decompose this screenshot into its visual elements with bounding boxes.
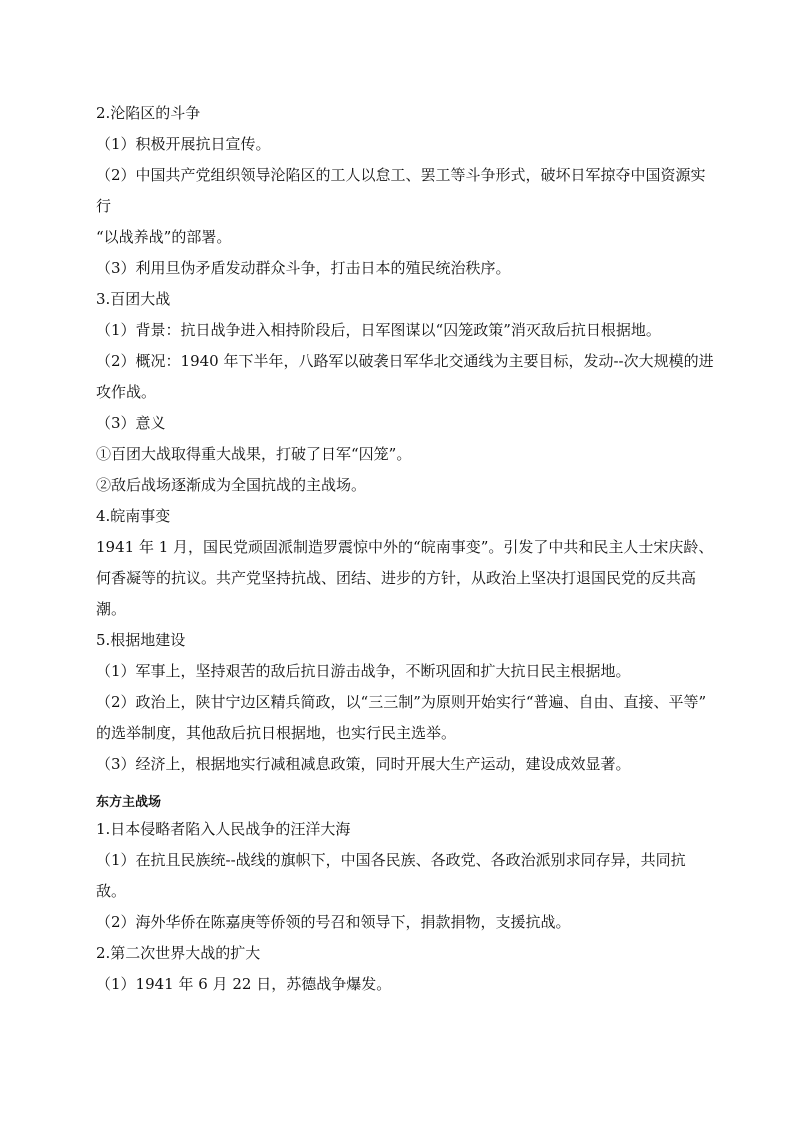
text-line: （3）经济上，根据地实行减租减息政策，同时开展大生产运动，建设成效显著。 <box>96 755 631 773</box>
text-line: （1）1941 年 6 月 22 日，苏德战争爆发。 <box>96 975 392 993</box>
text-line: 敌。 <box>96 882 127 900</box>
text-line: （1）背景：抗日战争进入相持阶段后，日军图谋以“囚笼政策”消灭敌后抗日根据地。 <box>96 321 661 339</box>
text-line: 的选举制度，其他敌后抗日根据地，也实行民主选举。 <box>96 724 457 742</box>
text-line: （3）利用旦伪矛盾发动群众斗争，打击日本的殖民统治秩序。 <box>96 259 511 277</box>
text-line: 何香凝等的抗议。共产党坚持抗战、团结、进步的方针，从政治上坚决打退国民党的反共高 <box>96 569 697 587</box>
text-line: ①百团大战取得重大战果，打破了日军“囚笼”。 <box>96 445 412 463</box>
text-line: 潮。 <box>96 600 127 618</box>
text-line: （1）在抗且民族统--战线的旗帜下，中国各民族、各政党、各政治派别求同存异，共同抗 <box>96 851 686 869</box>
heading-base-building: 5.根据地建设 <box>96 631 186 649</box>
heading-peoples-war: 1.日本侵略者陷入人民战争的汪洋大海 <box>96 820 351 838</box>
text-line: ②敌后战场逐渐成为全国抗战的主战场。 <box>96 476 367 494</box>
text-line: 行 <box>96 197 112 215</box>
text-line: （2）海外华侨在陈嘉庚等侨领的号召和领导下，捐款捐物，支援抗战。 <box>96 913 571 931</box>
text-line: 1941 年 1 月，国民党顽固派制造罗震惊中外的“皖南事变”。引发了中共和民主人士宋庆龄、 <box>96 538 714 556</box>
text-line: “以战养战”的部署。 <box>96 228 232 246</box>
text-line: （2）政治上，陕甘宁边区精兵简政，以“三三制”为原则开始实行“普遍、自由、直接、平等” <box>96 693 707 711</box>
heading-hundred-regiments: 3.百团大战 <box>96 290 171 308</box>
text-line: （2）中国共产党组织领导沦陷区的工人以怠工、罢工等斗争形式，破坏日军掠夺中国资源实 <box>96 166 706 184</box>
text-line: （1）军事上，坚持艰苦的敌后抗日游击战争，不断巩固和扩大抗日民主根据地。 <box>96 662 631 680</box>
document-body <box>96 98 736 1000</box>
heading-wannan-incident: 4.皖南事变 <box>96 507 171 525</box>
text-line: （1）积极开展抗日宣传。 <box>96 135 271 153</box>
text-line: （3）意义 <box>96 414 166 432</box>
heading-occupied-area-struggle: 2.沦陷区的斗争 <box>96 104 201 122</box>
heading-ww2-expansion: 2.第二次世界大战的扩大 <box>96 944 261 962</box>
text-line: （2）概况：1940 年下半年，八路军以破袭日军华北交通线为主要目标，发动--次大规模的进 <box>96 352 714 370</box>
text-line: 攻作战。 <box>96 383 157 401</box>
subheading-eastern-main-battlefield: 东方主战场 <box>96 795 162 810</box>
